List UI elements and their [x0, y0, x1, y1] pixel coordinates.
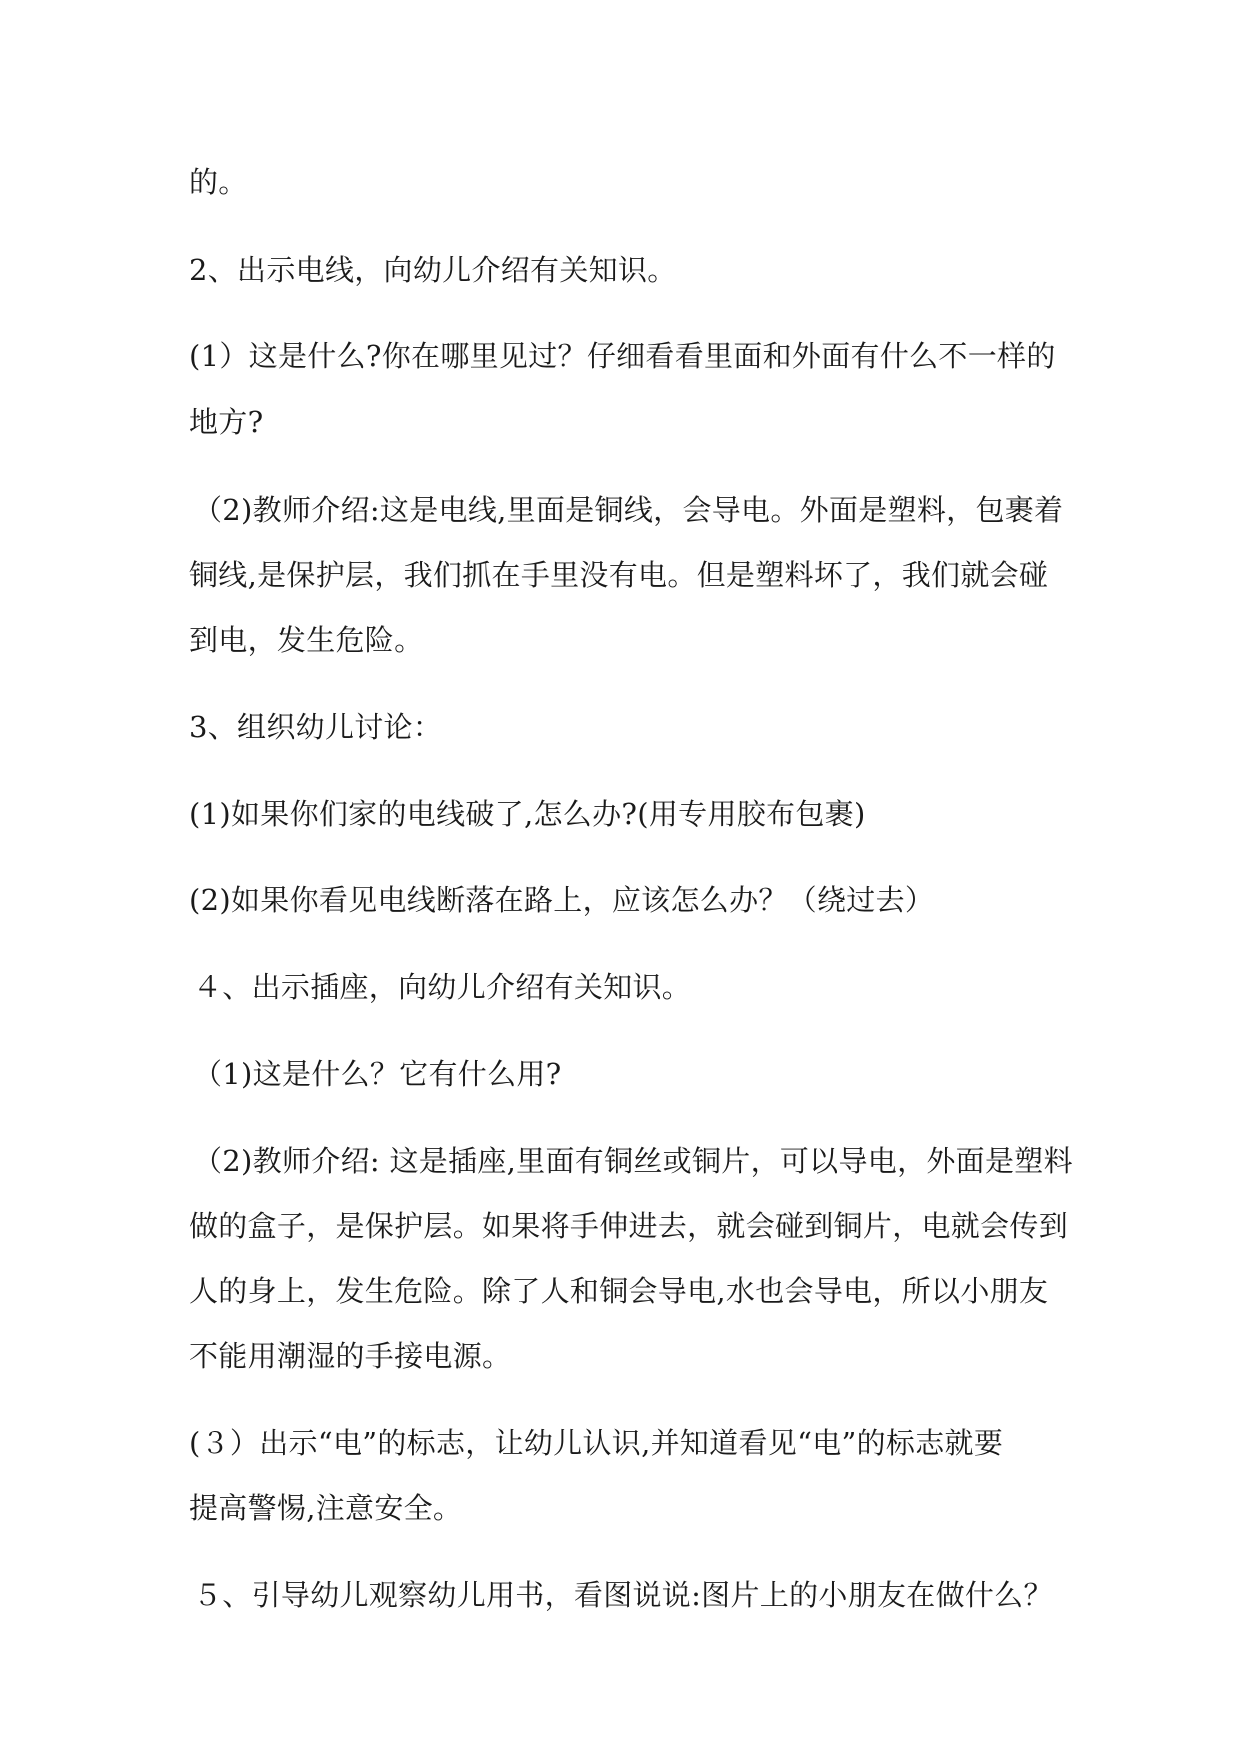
text-line: 不能用潮湿的手接电源。: [189, 1339, 512, 1373]
text-line: (1）这是什么?你在哪里见过？仔细看看里面和外面有什么不一样的: [189, 339, 1056, 373]
text-line: (３）出示“电”的标志，让幼儿认识,并知道看见“电”的标志就要: [189, 1426, 1004, 1460]
section-heading-4: ４、出示插座，向幼儿介绍有关知识。: [193, 970, 692, 1004]
section-heading-2: 2、出示电线，向幼儿介绍有关知识。: [189, 253, 677, 287]
text-line: 的。: [189, 165, 248, 199]
section-heading-5: ５、引导幼儿观察幼儿用书，看图说说:图片上的小朋友在做什么？: [193, 1578, 1053, 1612]
text-line: （2)教师介绍: 这是插座,里面有铜丝或铜片，可以导电，外面是塑料: [193, 1144, 1073, 1178]
text-line: 做的盒子，是保护层。如果将手伸进去，就会碰到铜片，电就会传到: [189, 1209, 1069, 1243]
text-line: （2)教师介绍:这是电线,里面是铜线，会导电。外面是塑料，包裹着: [193, 493, 1064, 527]
text-line: (1)如果你们家的电线破了,怎么办?(用专用胶布包裹): [189, 797, 866, 831]
text-line: 铜线,是保护层，我们抓在手里没有电。但是塑料坏了，我们就会碰: [189, 558, 1049, 592]
section-heading-3: 3、组织幼儿讨论：: [189, 710, 443, 744]
text-line: 地方?: [189, 405, 264, 439]
text-line: 到电，发生危险。: [189, 623, 424, 657]
text-line: 提高警惕,注意安全。: [189, 1491, 463, 1525]
text-line: （1)这是什么？它有什么用?: [193, 1057, 562, 1091]
text-line: (2)如果你看见电线断落在路上，应该怎么办？（绕过去）: [189, 883, 935, 917]
text-line: 人的身上，发生危险。除了人和铜会导电,水也会导电，所以小朋友: [189, 1274, 1049, 1308]
